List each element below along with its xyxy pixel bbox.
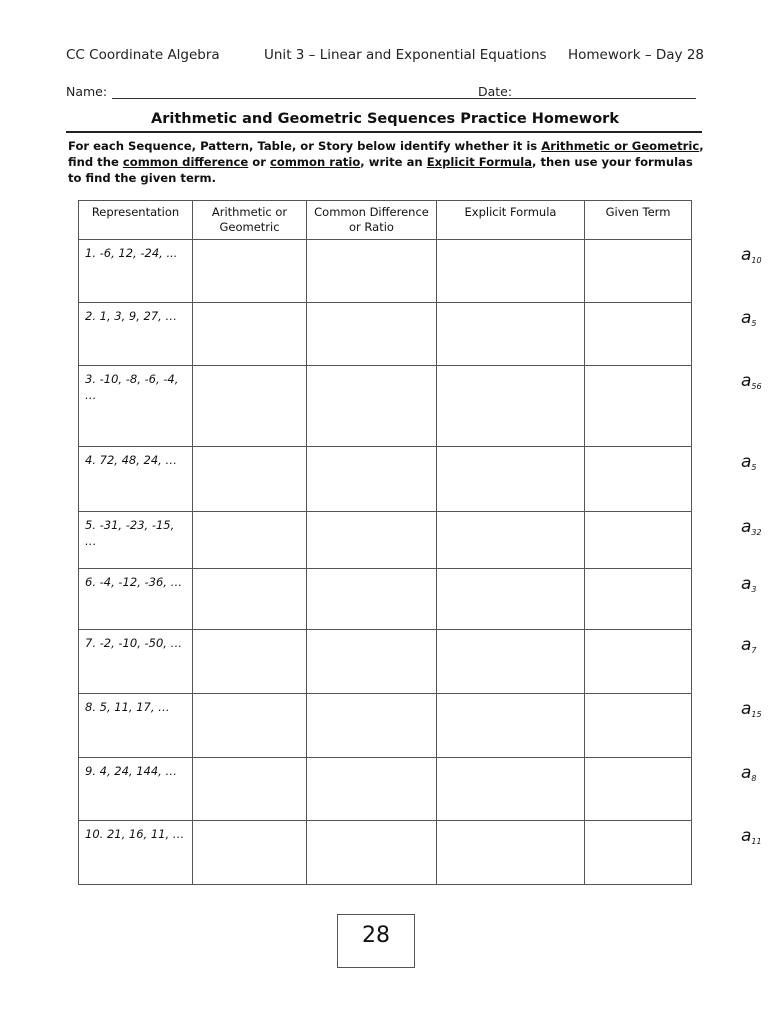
term-subscript: 15 (751, 710, 762, 719)
col-header-difference-ratio: Common Difference or Ratio (307, 201, 437, 240)
given-term-cell (585, 240, 762, 303)
col-header-type: Arithmetic or Geometric (193, 201, 307, 240)
term-subscript: 11 (751, 837, 762, 846)
representation-cell: 1. -6, 12, -24, ... (79, 240, 193, 303)
table-row (79, 758, 692, 821)
representation-cell: 5. -31, -23, -15, … (79, 512, 193, 569)
table-row (79, 569, 692, 630)
given-term-cell (585, 694, 762, 758)
formula-answer-cell[interactable] (437, 447, 585, 512)
type-answer-cell[interactable] (193, 569, 307, 630)
instr-underline-3: common ratio (270, 155, 361, 169)
homework-day: Homework – Day 28 (568, 47, 704, 63)
table-row (79, 694, 692, 758)
term-letter: a (741, 517, 752, 537)
term-subscript: 5 (751, 463, 757, 472)
date-label: Date: (478, 84, 513, 99)
page-number: 28 (362, 923, 390, 948)
difference-answer-cell[interactable] (307, 303, 437, 366)
term-letter: a (741, 763, 752, 783)
given-term-cell (585, 758, 757, 821)
instr-underline-4: Explicit Formula (426, 155, 533, 169)
given-term-cell (585, 630, 757, 694)
difference-answer-cell[interactable] (307, 512, 437, 569)
type-answer-cell[interactable] (193, 758, 307, 821)
term-letter: a (741, 371, 752, 391)
table-header-row (79, 201, 692, 240)
table-row (79, 821, 692, 885)
type-answer-cell[interactable] (193, 694, 307, 758)
instr-underline-1: Arithmetic or Geometric (541, 139, 700, 153)
name-field[interactable] (112, 98, 540, 99)
representation-cell: 8. 5, 11, 17, … (79, 694, 193, 758)
table-row (79, 512, 692, 569)
type-answer-cell[interactable] (193, 366, 307, 447)
col-header-given-term: Given Term (585, 201, 692, 240)
difference-answer-cell[interactable] (307, 569, 437, 630)
given-term-cell (585, 366, 762, 447)
formula-answer-cell[interactable] (437, 694, 585, 758)
table-row (79, 630, 692, 694)
formula-answer-cell[interactable] (437, 512, 585, 569)
term-letter: a (741, 826, 752, 846)
table-row (79, 303, 692, 366)
formula-answer-cell[interactable] (437, 240, 585, 303)
worksheet-title: Arithmetic and Geometric Sequences Practice Homework (151, 111, 619, 127)
term-letter: a (741, 452, 752, 472)
given-term-cell (585, 569, 757, 630)
table-row (79, 366, 692, 447)
table-row (79, 447, 692, 512)
instr-text-1: For each Sequence, Pattern, Table, or Story below identify whether it is (68, 139, 542, 153)
term-subscript: 8 (751, 774, 757, 783)
term-subscript: 32 (751, 528, 762, 537)
type-answer-cell[interactable] (193, 630, 307, 694)
representation-cell: 9. 4, 24, 144, … (79, 758, 193, 821)
formula-answer-cell[interactable] (437, 366, 585, 447)
instr-text-3: or (248, 155, 271, 169)
formula-answer-cell[interactable] (437, 821, 585, 885)
difference-answer-cell[interactable] (307, 821, 437, 885)
table-row (79, 240, 692, 303)
instr-text-2: , find the (68, 139, 704, 169)
difference-answer-cell[interactable] (307, 694, 437, 758)
course-title: CC Coordinate Algebra (66, 47, 220, 63)
type-answer-cell[interactable] (193, 447, 307, 512)
term-subscript: 10 (751, 256, 762, 265)
difference-answer-cell[interactable] (307, 758, 437, 821)
instructions (68, 138, 704, 186)
instr-text-4: , write an (360, 155, 427, 169)
date-field[interactable] (518, 98, 696, 99)
representation-cell: 4. 72, 48, 24, … (79, 447, 193, 512)
given-term-cell (585, 447, 757, 512)
representation-cell: 2. 1, 3, 9, 27, … (79, 303, 193, 366)
col-header-representation: Representation (79, 201, 193, 240)
instr-text-5: , then use your formulas to find the given term. (68, 155, 693, 185)
term-subscript: 56 (751, 382, 762, 391)
term-letter: a (741, 635, 752, 655)
unit-title: Unit 3 – Linear and Exponential Equations (264, 47, 547, 63)
difference-answer-cell[interactable] (307, 447, 437, 512)
representation-cell: 3. -10, -8, -6, -4, … (79, 366, 193, 447)
term-letter: a (741, 245, 752, 265)
formula-answer-cell[interactable] (437, 630, 585, 694)
difference-answer-cell[interactable] (307, 630, 437, 694)
name-date-line (66, 84, 702, 102)
page-header (66, 47, 704, 67)
type-answer-cell[interactable] (193, 512, 307, 569)
sequence-table (78, 200, 762, 885)
title-divider (66, 131, 702, 133)
given-term-cell (585, 512, 762, 569)
type-answer-cell[interactable] (193, 821, 307, 885)
given-term-cell (585, 303, 757, 366)
page-number-box (337, 914, 415, 968)
representation-cell: 6. -4, -12, -36, … (79, 569, 193, 630)
term-letter: a (741, 308, 752, 328)
representation-cell: 10. 21, 16, 11, … (79, 821, 193, 885)
term-subscript: 7 (751, 646, 757, 655)
difference-answer-cell[interactable] (307, 366, 437, 447)
difference-answer-cell[interactable] (307, 240, 437, 303)
formula-answer-cell[interactable] (437, 303, 585, 366)
representation-cell: 7. -2, -10, -50, … (79, 630, 193, 694)
col-header-explicit-formula: Explicit Formula (437, 201, 585, 240)
term-letter: a (741, 699, 752, 719)
name-label: Name: (66, 84, 108, 99)
term-subscript: 5 (751, 319, 757, 328)
given-term-cell (585, 821, 762, 885)
type-answer-cell[interactable] (193, 303, 307, 366)
term-subscript: 3 (751, 585, 757, 594)
type-answer-cell[interactable] (193, 240, 307, 303)
instr-underline-2: common difference (122, 155, 249, 169)
formula-answer-cell[interactable] (437, 758, 585, 821)
formula-answer-cell[interactable] (437, 569, 585, 630)
term-letter: a (741, 574, 752, 594)
